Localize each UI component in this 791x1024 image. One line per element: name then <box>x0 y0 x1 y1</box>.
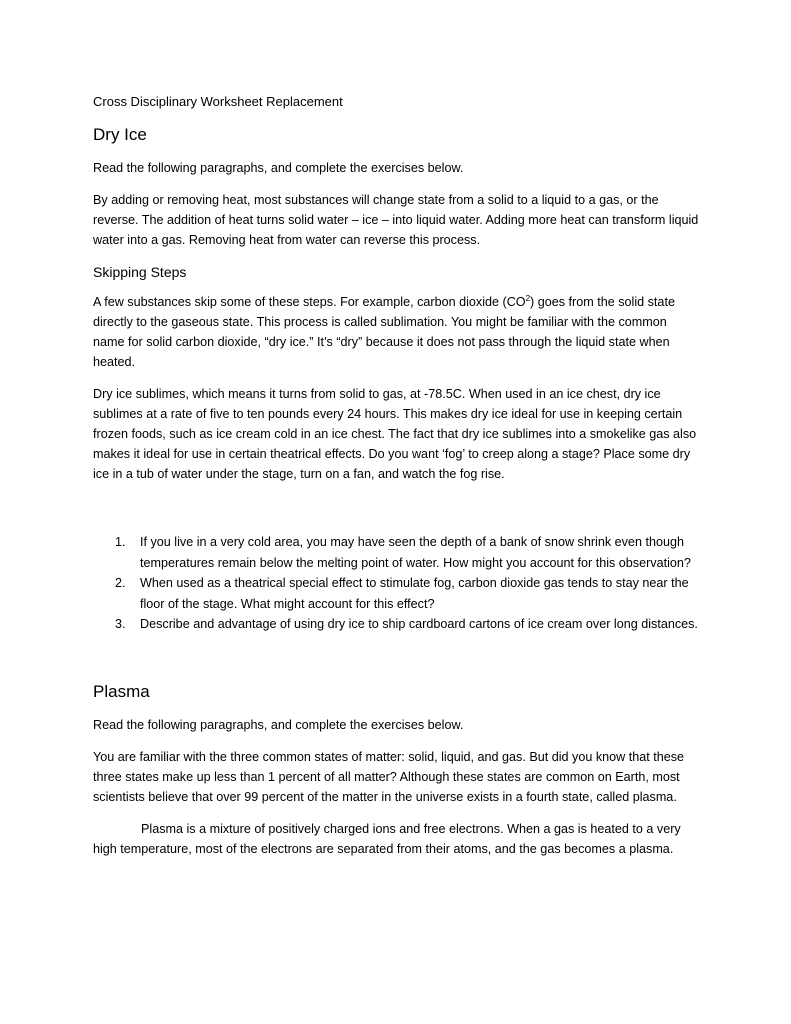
exercise-item <box>93 614 701 635</box>
document-header: Cross Disciplinary Worksheet Replacement <box>93 94 343 109</box>
exercise-number: 3. <box>115 617 126 631</box>
dry-ice-title: Dry Ice <box>93 125 147 144</box>
skipping-steps-heading: Skipping Steps <box>93 264 187 280</box>
plasma-section <box>93 681 701 859</box>
plasma-paragraph-1: You are familiar with the three common states of matter: solid, liquid, and gas. But did you know that these three states make up less than 1 percent of all matter? Although these states are common on Earth, most scientists believe that over 99 percent of the matter in the universe exists in a fourth state, called plasma. <box>93 749 685 804</box>
dry-ice-paragraph-3: Dry ice sublimes, which means it turns from solid to gas, at -78.5C. When used in an ice chest, dry ice sublimes at a rate of five to ten pounds every 24 hours. This makes dry ice ideal for use in keeping certain frozen foods, such as ice cream cold in an ice chest. The fact that dry ice sublimes into a smokelike gas also makes it ideal for use in certain theatrical effects. Do you want ‘fog’ to creep along a stage? Place some dry ice in a tub of water under the stage, turn on a fan, and watch the fog rise. <box>93 387 697 481</box>
exercise-text: When used as a theatrical special effect to stimulate fog, carbon dioxide gas tends to stay near the floor of the stage. What might account for this effect? <box>140 576 689 611</box>
exercise-number: 2. <box>115 576 126 590</box>
plasma-intro: Read the following paragraphs, and complete the exercises below. <box>93 717 464 732</box>
dry-ice-intro: Read the following paragraphs, and complete the exercises below. <box>93 161 464 175</box>
plasma-paragraph-2: Plasma is a mixture of positively charged ions and free electrons. When a gas is heated to a very high temperature, most of the electrons are separated from their atoms, and the gas becomes a plasma. <box>93 821 681 856</box>
exercise-number: 1. <box>115 535 126 549</box>
dry-ice-paragraph-1: By adding or removing heat, most substances will change state from a solid to a liquid to a gas, or the reverse. The addition of heat turns solid water – ice – into liquid water. Adding more heat can transform liquid water into a gas. Removing heat from water can reverse this process. <box>93 193 699 247</box>
exercise-item <box>93 573 701 614</box>
exercise-text: If you live in a very cold area, you may have seen the depth of a bank of snow shrink even though temperatures remain below the melting point of water. How might you account for this observation? <box>140 535 691 570</box>
plasma-title: Plasma <box>93 681 150 701</box>
exercise-item <box>93 532 701 573</box>
para2-text-before: A few substances skip some of these steps. For example, carbon dioxide (CO <box>93 295 526 309</box>
dry-ice-section <box>93 124 701 635</box>
subscript-2: 2 <box>525 293 531 303</box>
dry-ice-paragraph-2 <box>93 292 701 372</box>
spacer <box>93 496 701 532</box>
document-page <box>93 93 701 871</box>
para2-text-after: ) goes from the solid state directly to the gaseous state. This process is called sublimation. You might be familiar with the common name for solid carbon dioxide, “dry ice.” It’s “dry” because it does not pass through the liquid state when heated. <box>93 295 675 369</box>
dry-ice-exercise-list <box>93 532 701 635</box>
spacer <box>93 635 701 681</box>
exercise-text: Describe and advantage of using dry ice to ship cardboard cartons of ice cream over long distances. <box>140 617 698 631</box>
